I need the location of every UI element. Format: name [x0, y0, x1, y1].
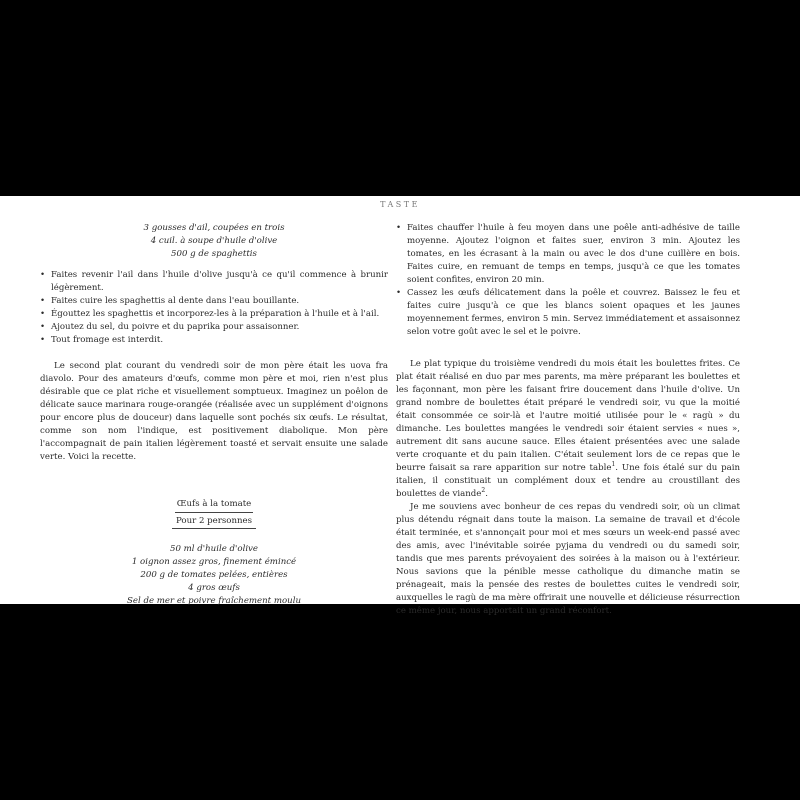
method-step: • Ajoutez du sel, du poivre et du paprika pour assaisonner.: [40, 321, 388, 334]
method-steps-1: [40, 269, 388, 347]
book-spread: [0, 196, 800, 616]
method-step: • Égouttez les spaghettis et incorporez-les à la préparation à l'huile et à l'ail.: [40, 308, 388, 321]
ingredient-line: 50 ml d'huile d'olive: [169, 544, 259, 554]
body-paragraph: Le plat typique du troisième vendredi du mois était les boulettes frites. Ce plat était réalisé en duo par mes parents, ma mère préparant les boulettes et les façonnant, mon père les faisant frire doucement dans l'huile d'olive. Un grand nombre de boulettes était préparé le vendredi soir, vu que la moitié était consommée ce soir-là et l'autre moitié utilisée pour le « ragù » du dimanche. Les boulettes mangées le vendredi soir étaient servies « nues », autrement dit sans aucune sauce. Elles étaient présentées avec une salade verte croquante et du pain italien. C'était seulement lors de ce repas que le beurre faisait sa rare apparition sur notre table$^1$. Une fois étalé sur du pain italien, il constituait un complément doux et tendre au croustillant des boulettes de viande$^2$.: [396, 359, 740, 499]
ingredient-list-2: [40, 543, 388, 608]
running-head: TASTE: [380, 200, 420, 209]
method-step: • Faites revenir l'ail dans l'huile d'olive jusqu'à ce qu'il commence à brunir légèrement.: [40, 269, 388, 295]
method-steps-2: [396, 222, 740, 339]
ingredient-line: 500 g de spaghettis: [171, 249, 257, 259]
ingredient-line: 1 oignon assez gros, finement émincé: [131, 557, 297, 567]
left-column: [40, 222, 388, 608]
footnote-ref[interactable]: 2: [481, 487, 486, 495]
method-step: • Faites chauffer l'huile à feu moyen dans une poêle anti-adhésive de taille moyenne. Ajoutez l'oignon et faites suer, environ 3 min. Ajoutez les tomates, en les écrasant à la main ou avec le dos d'une cuillère en bois. Faites cuire, en remuant de temps en temps, jusqu'à ce que les tomates soient confites, environ 20 min.: [396, 222, 740, 287]
recipe-serves: Pour 2 personnes: [172, 514, 256, 529]
method-step: • Faites cuire les spaghettis al dente dans l'eau bouillante.: [40, 295, 388, 308]
body-paragraph: Je me souviens avec bonheur de ces repas du vendredi soir, où un climat plus détendu régnait dans toute la maison. La semaine de travail et d'école était terminée, et s'annonçait pour moi et mes sœurs un week-end passé avec des amis, avec l'inévitable soirée pyjama du vendredi ou du samedi soir, tandis que mes parents prévoyaient des soirées à la maison ou à l'extérieur. Nous savions que la pénible messe catholique du dimanche matin se prénageait, mais la pensée des restes de boulettes cuites le vendredi soir, auxquelles le ragù de ma mère offrirait une nouvelle et délicieuse résurrection ce même jour, nous apportait un grand réconfort.: [396, 502, 741, 616]
ingredient-line: Sel de mer et poivre fraîchement moulu: [126, 596, 301, 606]
ingredient-line: 4 cuil. à soupe d'huile d'olive: [150, 236, 278, 246]
ingredient-list-1: [40, 222, 388, 261]
ingredient-line: 200 g de tomates pelées, entières: [140, 570, 288, 580]
ingredient-line: 4 gros œufs: [188, 583, 240, 593]
body-paragraph: Le second plat courant du vendredi soir de mon père était les uova fra diavolo. Pour des amateurs d'œufs, comme mon père et moi, rien n'est plus désirable que ce plat riche et visuellement somptueux. Imaginez un poêlon de délicate sauce marinara rouge-orangée (réalisée avec un supplément d'oignons pour encore plus de douceur) dans laquelle sont pochés six œufs. Le résultat, comme son nom l'indique, est positivement diabolique. Mon père l'accompagnait de pain italien légèrement toasté et servait ensuite une salade verte. Voici la recette.: [40, 361, 388, 462]
recipe-heading: [40, 498, 388, 529]
footnote-ref[interactable]: 1: [611, 461, 616, 469]
right-column: [396, 222, 740, 618]
ingredient-line: 3 gousses d'ail, coupées en trois: [143, 223, 285, 233]
recipe-title: Œufs à la tomate: [175, 498, 254, 513]
method-step: • Cassez les œufs délicatement dans la poêle et couvrez. Baissez le feu et faites cuire jusqu'à ce que les blancs soient opaques et les jaunes moyennement fermes, environ 5 min. Servez immédiatement et assaisonnez selon votre goût avec le sel et le poivre.: [396, 287, 740, 339]
method-step: • Tout fromage est interdit.: [40, 334, 388, 347]
